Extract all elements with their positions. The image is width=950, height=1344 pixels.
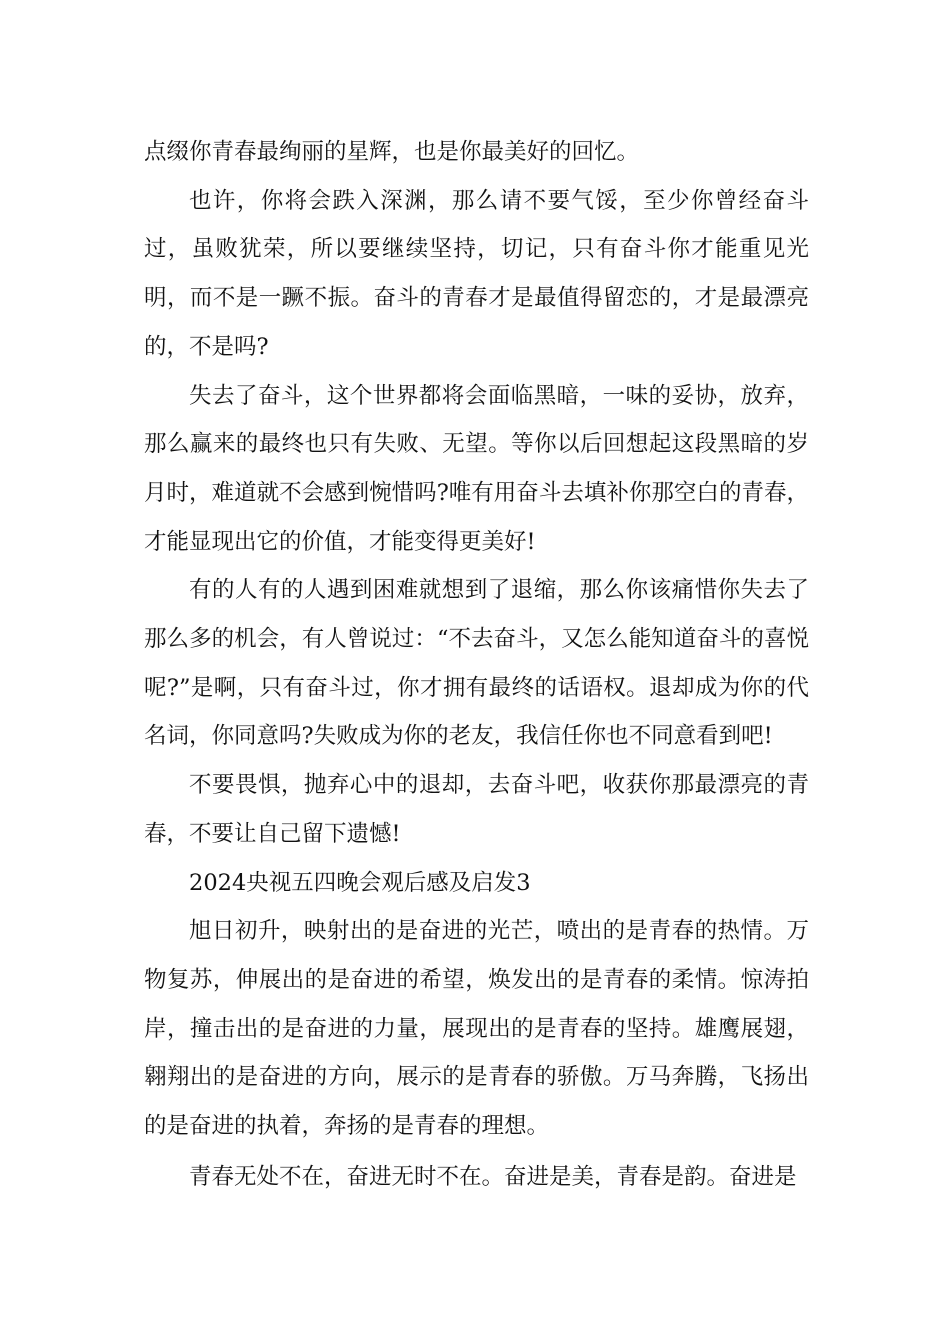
paragraph-1: 点缀你青春最绚丽的星辉，也是你最美好的回忆。 bbox=[144, 139, 640, 165]
paragraph-2: 也许，你将会跌入深渊，那么请不要气馁，至少你曾经奋斗过，虽败犹荣，所以要继续坚持，切记，只有奋斗你才能重见光明，而不是一蹶不振。奋斗的青春才是最值得留恋的，才是最漂亮的，不是吗? bbox=[144, 187, 809, 360]
paragraph-4: 有的人有的人遇到困难就想到了退缩，那么你该痛惜你失去了那么多的机会，有人曾说过：“不去奋斗，又怎么能知道奋斗的喜悦呢?”是啊，只有奋斗过，你才拥有最终的话语权。退却成为你的代名词，你同意吗?失败成为你的老友，我信任你也不同意看到吧! bbox=[144, 577, 809, 750]
paragraph-6: 旭日初升，映射出的是奋进的光芒，喷出的是青春的热情。万物复苏，伸展出的是奋进的希望，焕发出的是青春的柔情。惊涛拍岸，撞击出的是奋进的力量，展现出的是青春的坚持。雄鹰展翅，翱翔出的是奋进的方向，展示的是青春的骄傲。万马奔腾，飞扬出的是奋进的执着，奔扬的是青春的理想。 bbox=[144, 918, 809, 1140]
document-body bbox=[144, 128, 809, 1201]
paragraph-5: 不要畏惧，抛弃心中的退却，去奋斗吧，收获你那最漂亮的青春，不要让自己留下遗憾! bbox=[144, 772, 809, 847]
paragraph-3: 失去了奋斗，这个世界都将会面临黑暗，一味的妥协，放弃，那么赢来的最终也只有失败、无望。等你以后回想起这段黑暗的岁月时，难道就不会感到惋惜吗?唯有用奋斗去填补你那空白的青春，才能显现出它的价值，才能变得更美好! bbox=[144, 382, 809, 555]
section-heading: 2024央视五四晚会观后感及启发3 bbox=[189, 869, 531, 896]
paragraph-7: 青春无处不在，奋进无时不在。奋进是美，青春是韵。奋进是 bbox=[189, 1163, 797, 1190]
